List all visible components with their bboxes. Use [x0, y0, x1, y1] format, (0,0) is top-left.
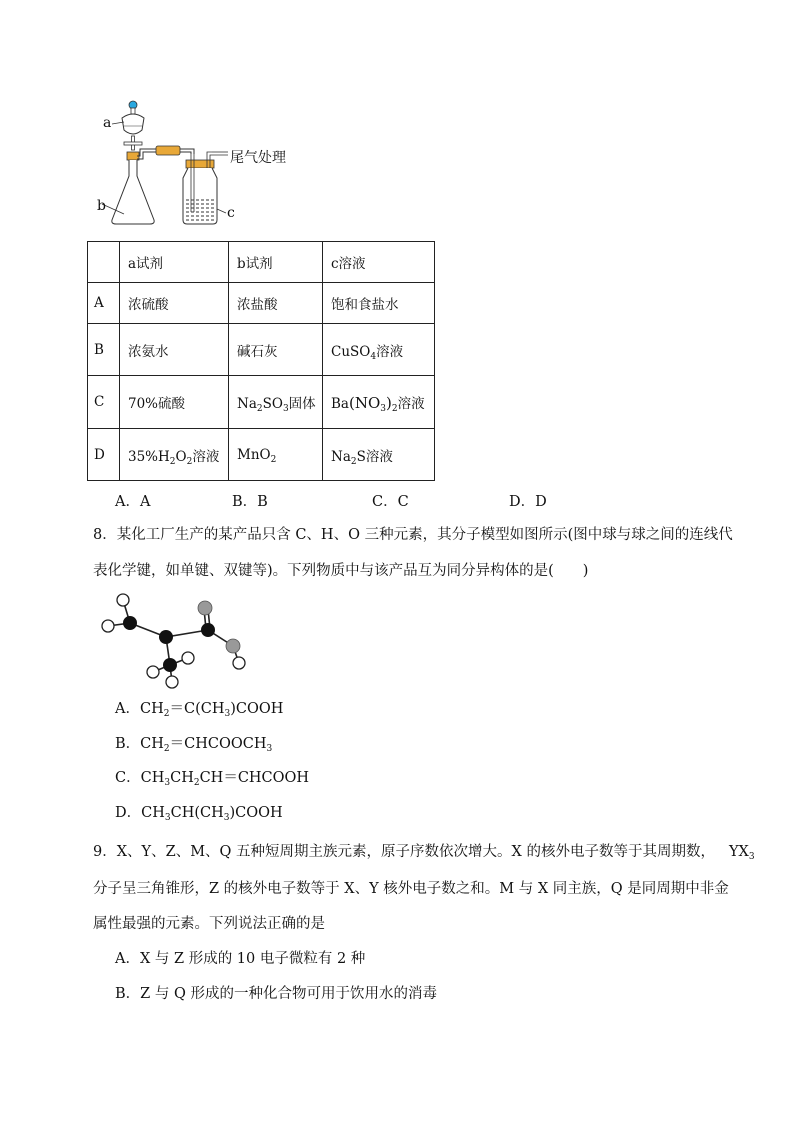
q8-option-b[interactable]: [115, 734, 272, 754]
formula-text: CH: [140, 736, 164, 752]
formula-subscript: 2: [193, 778, 200, 788]
q9-line1-text: 9．X、Y、Z、M、Q 五种短周期主族元素，原子序数依次增大。X 的核外电子数等于其周期数，: [93, 844, 715, 860]
q7-option-a[interactable]: A．A: [115, 494, 151, 510]
q8-option-a[interactable]: [115, 699, 283, 719]
formula-text: Ba: [331, 396, 349, 412]
apparatus-label-c: c: [227, 205, 235, 221]
formula-subscript: 3: [282, 404, 289, 414]
formula-text: 溶液: [376, 343, 404, 360]
formula-text: Na: [237, 396, 257, 412]
cell-a: 浓硫酸: [120, 283, 229, 324]
table-row: [88, 283, 435, 324]
carbon-atom: [159, 630, 173, 644]
formula-subscript: 2: [186, 456, 193, 467]
formula-text: SO: [262, 396, 283, 412]
formula-text: 溶液: [397, 396, 425, 412]
formula-subscript: 3: [224, 709, 231, 719]
reagent-table: [87, 241, 435, 481]
formula-subscript: 2: [391, 404, 398, 414]
cell-b: [229, 376, 323, 429]
cell-a: 70%硫酸: [120, 376, 229, 429]
row-key: A: [88, 283, 120, 324]
formula-text: )COOH: [229, 805, 283, 821]
cell-c: [323, 376, 435, 429]
table-header-cell: a试剂: [120, 242, 229, 283]
tail-gas-label: 尾气处理: [230, 150, 286, 166]
formula-subscript: 3: [380, 404, 386, 414]
formula-text: )COOH: [230, 701, 284, 717]
formula-text: CH: [141, 805, 165, 821]
formula-subscript: 2: [163, 709, 170, 719]
formula-text: CH: [140, 770, 165, 786]
formula-text: CH: [170, 770, 194, 786]
table-row: [88, 429, 435, 481]
q7-option-d[interactable]: D．D: [509, 494, 547, 510]
table-header-cell: b试剂: [229, 242, 323, 283]
cell-a: 浓氨水: [120, 324, 229, 376]
carbon-atom: [123, 616, 137, 630]
hydrogen-atom: [166, 676, 178, 688]
row-key: D: [88, 429, 120, 481]
hydrogen-atom: [117, 594, 129, 606]
apparatus-label-b: b: [97, 198, 106, 214]
formula-text: ): [386, 394, 392, 412]
row-key: C: [88, 376, 120, 429]
formula-subscript: 2: [350, 456, 357, 467]
q9-stem-line2: 分子呈三角锥形，Z 的核外电子数等于 X、Y 核外电子数之和。M 与 X 同主族，Q 是同周期中非金: [93, 881, 729, 897]
q7-option-c[interactable]: C．C: [372, 494, 409, 510]
formula-text: ＝CHCOOCH: [169, 736, 267, 752]
formula-subscript: 2: [270, 454, 277, 465]
cell-c: 饱和食盐水: [323, 283, 435, 324]
q9-option-b[interactable]: B．Z 与 Q 形成的一种化合物可用于饮用水的消毒: [115, 986, 437, 1002]
molecule-model-figure: [98, 590, 258, 690]
formula-subscript: 3: [164, 778, 171, 788]
formula-text: CuSO: [331, 343, 371, 360]
formula-subscript: 3: [223, 813, 230, 823]
table-row: [88, 376, 435, 429]
q8-option-d[interactable]: [115, 803, 283, 823]
option-letter: D．: [115, 805, 142, 821]
option-letter: C．: [115, 770, 141, 786]
q7-option-b[interactable]: B．B: [232, 494, 268, 510]
formula-text: O: [175, 448, 187, 465]
formula-text: 35%H: [128, 448, 170, 465]
formula-text: YX: [728, 844, 749, 860]
q8-stem-line1: 8．某化工厂生产的某产品只含 C、H、O 三种元素，其分子模型如图所示(图中球与球之间的连线代: [93, 527, 733, 543]
carbon-atom: [163, 658, 177, 672]
carbon-atom: [201, 623, 215, 637]
formula-subscript: 2: [256, 404, 263, 414]
cell-b: [229, 429, 323, 481]
formula-subscript: 2: [163, 744, 170, 754]
formula-text: ＝C(CH: [169, 701, 225, 717]
q8-option-c[interactable]: [115, 768, 309, 788]
formula-text: S溶液: [356, 448, 393, 465]
formula-subscript: 3: [266, 744, 273, 754]
formula-text: CH(CH: [170, 805, 224, 821]
formula-subscript: 3: [748, 852, 755, 862]
formula-subscript: 4: [370, 351, 377, 362]
table-row: [88, 324, 435, 376]
oxygen-atom: [226, 639, 240, 653]
formula-text: Na: [331, 448, 351, 465]
formula-subscript: 3: [164, 813, 171, 823]
oxygen-atom: [198, 601, 212, 615]
cell-b: 浓盐酸: [229, 283, 323, 324]
cell-b: 碱石灰: [229, 324, 323, 376]
table-header-cell: c溶液: [323, 242, 435, 283]
formula-text: CH: [139, 701, 164, 717]
hydrogen-atom: [233, 657, 245, 669]
q9-option-a[interactable]: A．X 与 Z 形成的 10 电子微粒有 2 种: [115, 951, 366, 967]
apparatus-label-a: a: [103, 115, 112, 131]
table-header-cell: [88, 242, 120, 283]
formula-text: (NO: [348, 394, 381, 412]
hydrogen-atom: [102, 620, 114, 632]
table-header-row: [88, 242, 435, 283]
formula-text: MnO: [237, 446, 271, 463]
cell-c: [323, 324, 435, 376]
cell-a: [120, 429, 229, 481]
q9-stem-line3: 属性最强的元素。下列说法正确的是: [93, 916, 325, 932]
formula-text: CH＝CHCOOH: [199, 770, 310, 786]
formula-subscript: 2: [169, 456, 176, 467]
row-key: B: [88, 324, 120, 376]
hydrogen-atom: [147, 666, 159, 678]
q8-stem-line2: 表化学键，如单键、双键等)。下列物质中与该产品互为同分异构体的是( ): [93, 563, 589, 579]
option-letter: B．: [115, 736, 141, 752]
formula-text: 溶液: [192, 448, 220, 465]
hydrogen-atom: [182, 652, 194, 664]
q9-stem-line1: [93, 842, 755, 862]
cell-c: [323, 429, 435, 481]
formula-text: 固体: [288, 396, 316, 412]
option-letter: A．: [115, 701, 140, 717]
